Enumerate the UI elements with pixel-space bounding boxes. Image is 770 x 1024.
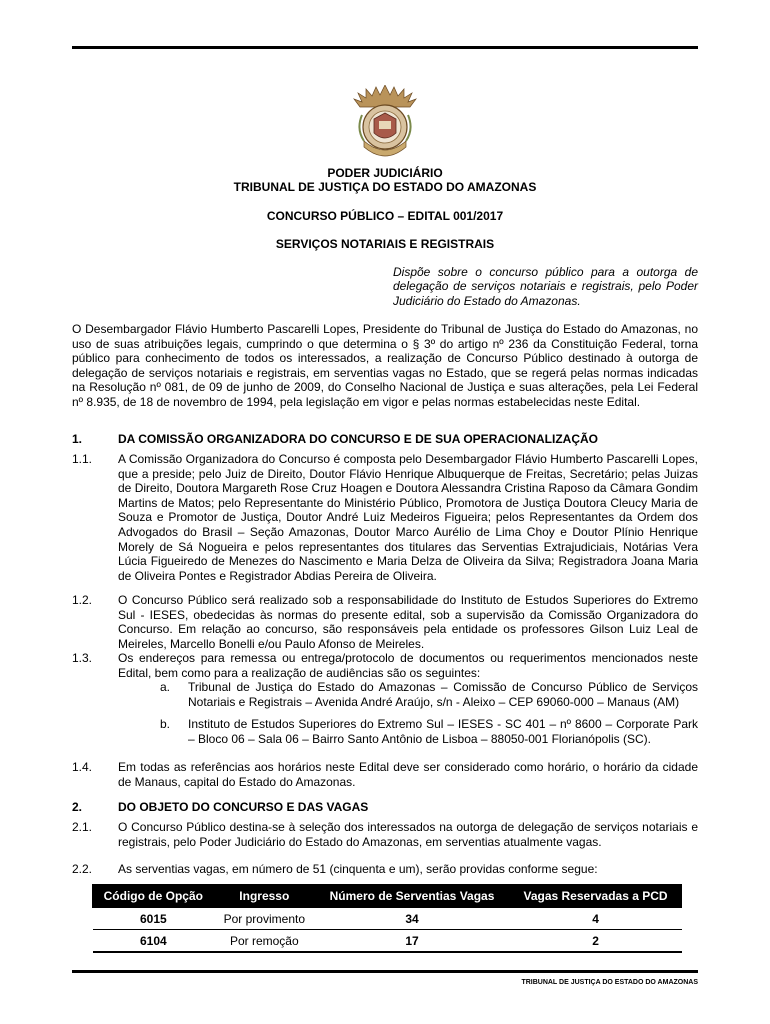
- edital-title: CONCURSO PÚBLICO – EDITAL 001/2017: [266, 209, 504, 223]
- edital-subtitle: SERVIÇOS NOTARIAIS E REGISTRAIS: [275, 237, 495, 251]
- address-item-b: [160, 717, 698, 746]
- clause-2-2: [72, 862, 698, 877]
- intro-paragraph: O Desembargador Flávio Humberto Pascarelli Lopes, Presidente do Tribunal de Justiça do Estado do Amazonas, no uso de suas atribuições legais, cumprindo o que determina o § 3º do artigo nº 236 da Constituição Federal, torna público para conhecimento de todos os interessados, a realização de Concurso Público destinado à outorga de delegação de serviços notariais e registrais, em serventias vagas no Estado, que se regerá pelas normas indicadas na Resolução nº 081, de 09 de junho de 2009, do Conselho Nacional de Justiça e suas alterações, pela Lei Federal nº 8.935, de 18 de novembro de 1994, pela legislação em vigor e pelas normas estabelecidas neste Edital.: [72, 322, 698, 409]
- clause-number: 1.3.: [72, 651, 93, 665]
- address-item-a: [160, 680, 698, 709]
- clause-text: A Comissão Organizadora do Concurso é composta pelo Desembargador Flávio Humberto Pascarelli Lopes, que a preside; pelo Juiz de Direito, Doutor Flávio Henrique Albuquerque de Freitas, Secretário; pelas Juizas de Direito, Doutora Margareth Rose Cruz Hoagen e Doutora Alessandra Cristina Raposo da Câmara Gondim Martins de Matos; pelo Representante do Ministério Público, Promotora de Justiça Doutora Cleucy Maria de Souza e Promotor de Justiça, Doutor André Luiz Medeiros Figueira; pelos Representantes da Ordem dos Advogados do Brasil – Seção Amazonas, Doutor Marco Aurélio de Lima Choy e Doutor Plínio Henrique Morely de Sá Nogueira e pelos representantes dos titulares das Serventias Extrajudiciais, Notárias Vera Lúcia Figueiredo de Menezes do Nascimento e Maria Delza de Oliveira da Silva; Registradora Joana Maria de Oliveira Pontes e Registrador Abdias Pereira de Oliveira.: [118, 452, 698, 583]
- address-letter: b.: [160, 717, 171, 731]
- header-line-2: TRIBUNAL DE JUSTIÇA DO ESTADO DO AMAZONAS: [233, 180, 537, 194]
- clause-text: O Concurso Público destina-se à seleção dos interessados na outorga de delegação de serviços notariais e registrais, pelo Poder Judiciário do Estado do Amazonas, em serventias atualmente vagas.: [118, 820, 698, 849]
- column-header: Ingresso: [214, 885, 314, 908]
- address-text: Tribunal de Justiça do Estado do Amazonas – Comissão de Concurso Público de Serviços Notariais e Registrais – Avenida André Araújo, s/n - Aleixo – CEP 69060-000 – Manaus (AM): [188, 680, 698, 709]
- clause-number: 1.2.: [72, 593, 93, 607]
- table-header-row: [93, 885, 682, 908]
- clause-text: O Concurso Público será realizado sob a responsabilidade do Instituto de Estudos Superiores do Extremo Sul - IESES, obedecidas às normas do presente edital, sob a supervisão da Comissão Organizadora do Concurso. Em relação ao concurso, são responsáveis pela entidade os professores Gilson Luiz Leal de Meireles, Marcello Bonelli e/ou Paulo Afonso de Meireles.: [118, 593, 698, 651]
- clause-text: Os endereços para remessa ou entrega/protocolo de documentos ou requerimentos mencionados neste Edital, bem como para a realização de audiências são os seguintes:: [118, 651, 698, 680]
- header-line-1: PODER JUDICIÁRIO: [327, 166, 443, 180]
- section-number: 2.: [72, 800, 83, 814]
- clause-1-2: [72, 593, 698, 651]
- option-code-cell: 6104: [93, 930, 215, 953]
- section-title: DO OBJETO DO CONCURSO E DAS VAGAS: [118, 800, 369, 814]
- option-code-cell: 6015: [93, 908, 215, 930]
- clause-2-1: [72, 820, 698, 849]
- ementa-summary: Dispõe sobre o concurso público para a outorga de delegação de serviços notariais e registrais, pelo Poder Judiciário do Estado do Amazonas.: [393, 265, 698, 308]
- clause-text: Em todas as referências aos horários neste Edital deve ser considerado como horário, o horário da cidade de Manaus, capital do Estado do Amazonas.: [118, 760, 698, 789]
- top-divider: [72, 46, 698, 49]
- address-letter: a.: [160, 680, 171, 694]
- entry-type-cell: Por remoção: [214, 930, 314, 953]
- bottom-divider: [72, 970, 698, 973]
- column-header: Vagas Reservadas a PCD: [510, 885, 682, 908]
- vacancies-table: [92, 884, 682, 953]
- clause-text: As serventias vagas, em número de 51 (cinquenta e um), serão providas conforme segue:: [118, 862, 598, 876]
- clause-1-4: [72, 760, 698, 789]
- clause-1-3: [72, 651, 698, 680]
- clause-number: 1.4.: [72, 760, 93, 774]
- column-header: Código de Opção: [93, 885, 215, 908]
- clause-1-1: [72, 452, 698, 583]
- entry-type-cell: Por provimento: [214, 908, 314, 930]
- pcd-reserved-cell: 4: [510, 908, 682, 930]
- table-row: [93, 908, 682, 930]
- clause-number: 2.2.: [72, 862, 93, 876]
- vacancies-cell: 17: [314, 930, 509, 953]
- table-row: [93, 930, 682, 953]
- vacancies-cell: 34: [314, 908, 509, 930]
- document-header: [72, 166, 698, 194]
- clause-number: 2.1.: [72, 820, 93, 834]
- section-title: DA COMISSÃO ORGANIZADORA DO CONCURSO E DE SUA OPERACIONALIZAÇÃO: [118, 432, 599, 446]
- clause-number: 1.1.: [72, 452, 93, 466]
- coat-of-arms-emblem: [352, 85, 418, 165]
- column-header: Número de Serventias Vagas: [314, 885, 509, 908]
- page-footer: TRIBUNAL DE JUSTIÇA DO ESTADO DO AMAZONAS: [521, 979, 698, 986]
- pcd-reserved-cell: 2: [510, 930, 682, 953]
- address-text: Instituto de Estudos Superiores do Extremo Sul – IESES - SC 401 – nº 8600 – Corporate Park – Bloco 06 – Sala 06 – Bairro Santo Antônio de Lisboa – 88050-001 Florianópolis (SC).: [188, 717, 698, 746]
- section-number: 1.: [72, 432, 83, 446]
